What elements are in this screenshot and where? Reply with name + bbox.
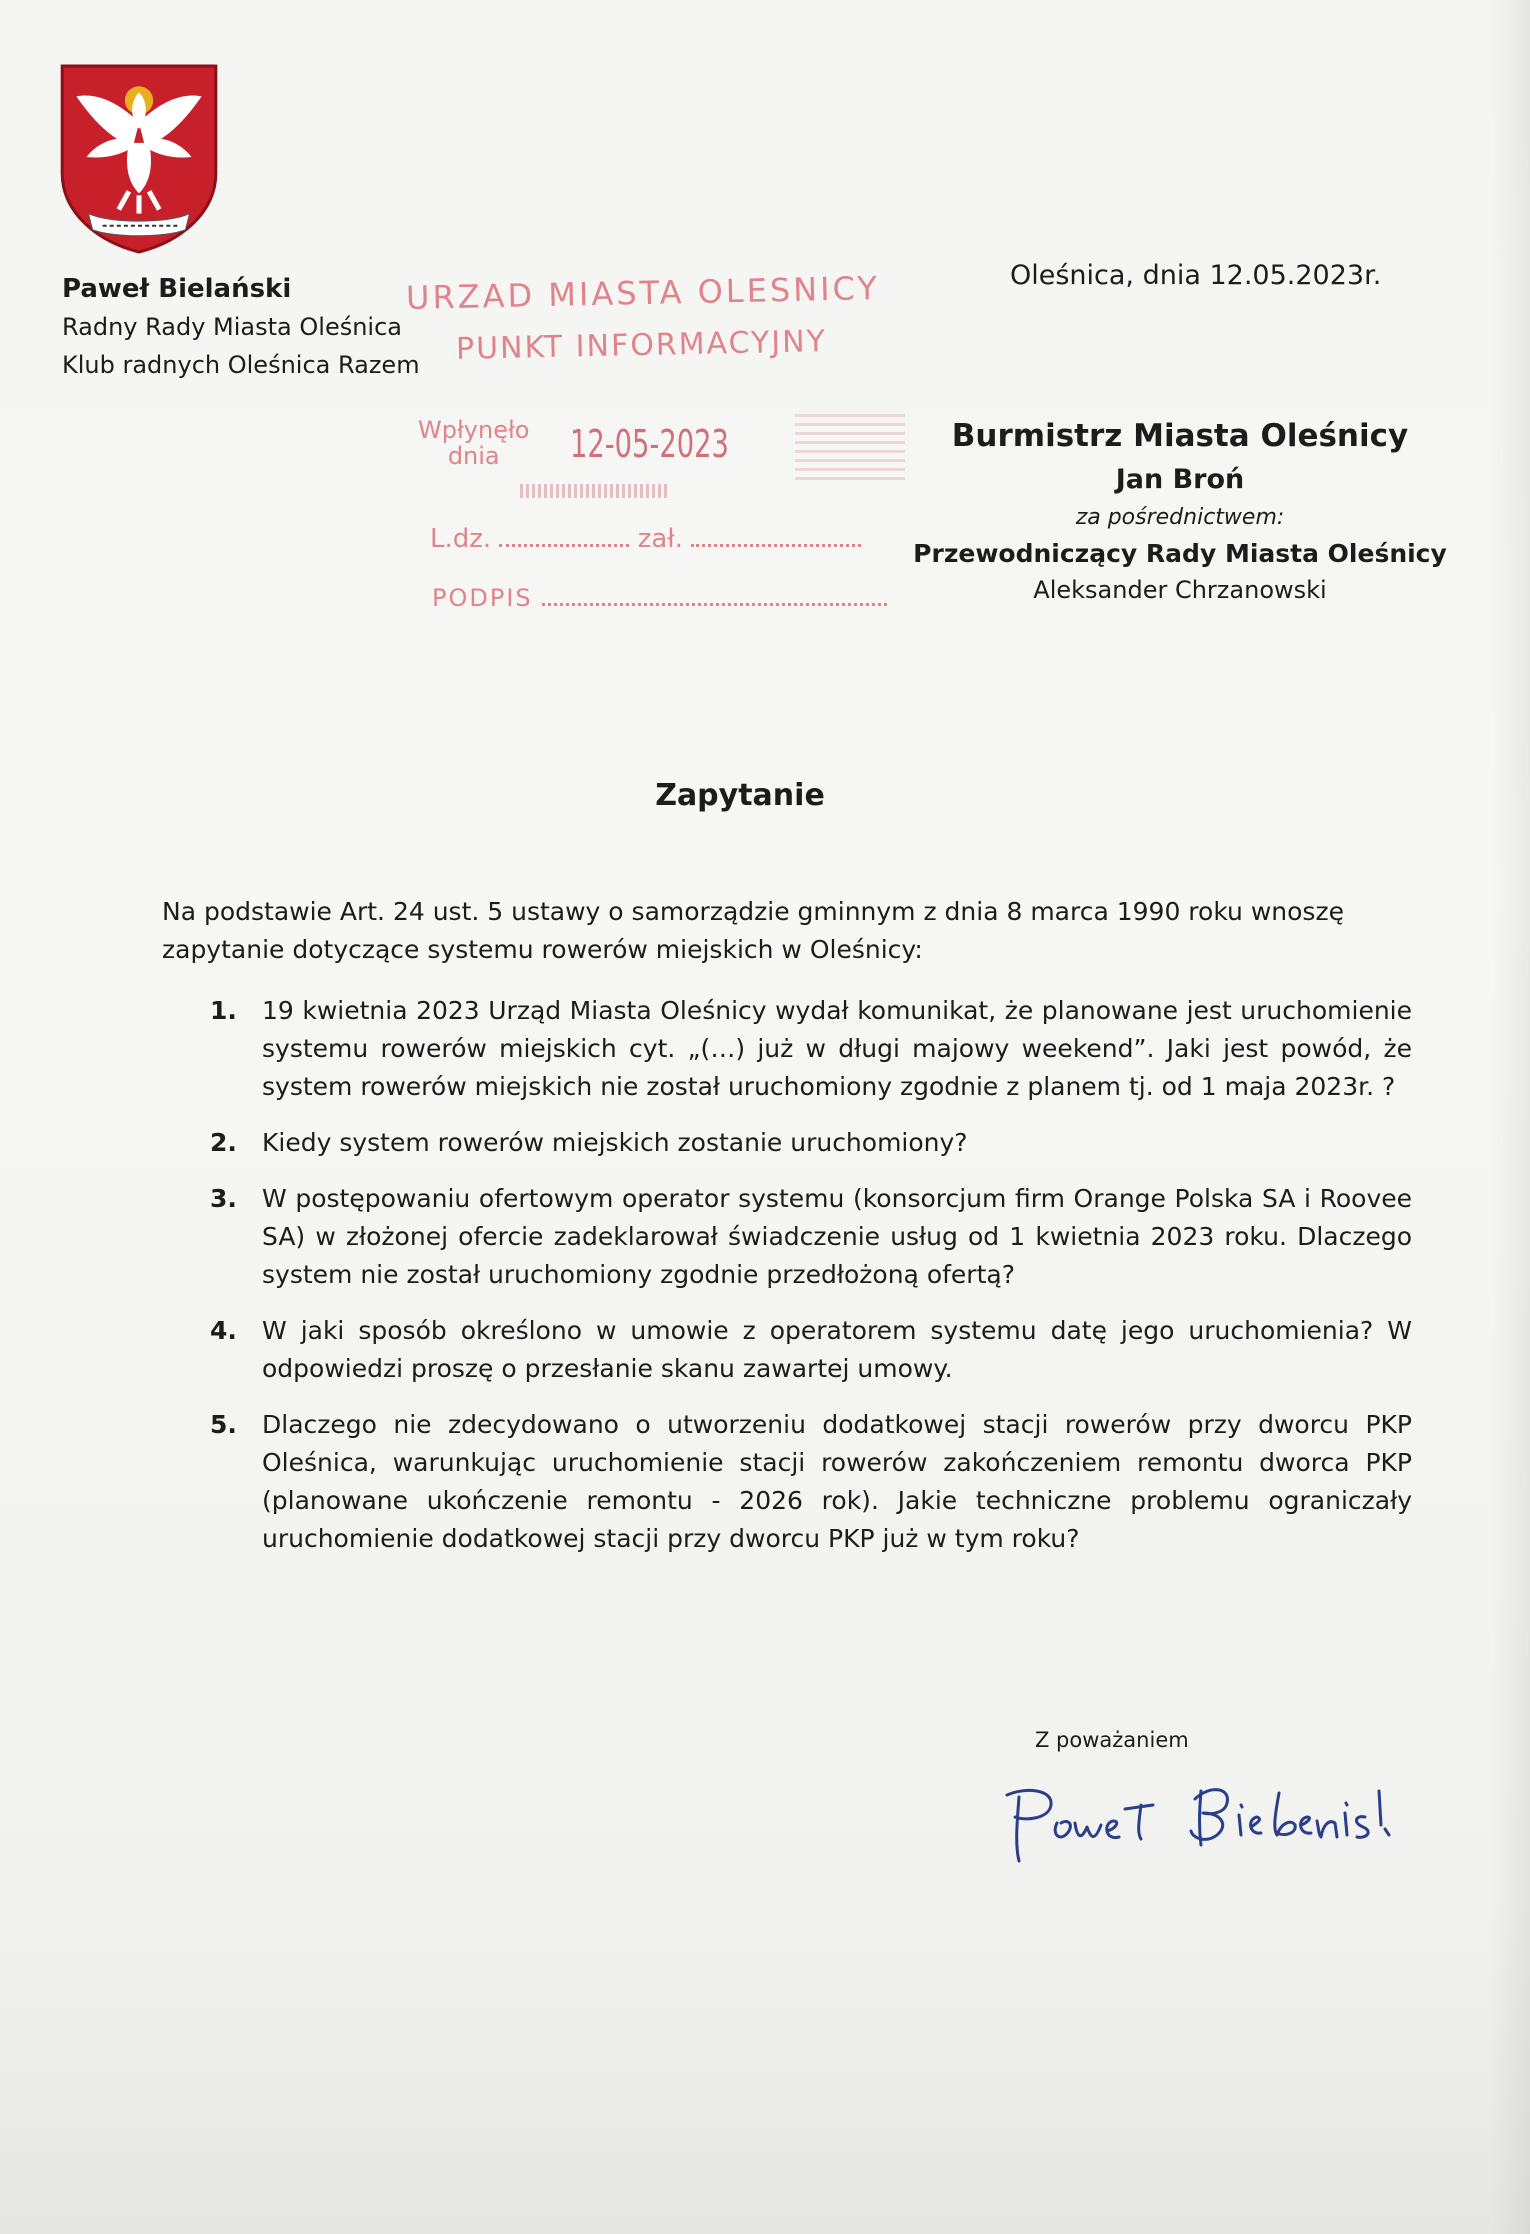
list-item: 4. W jaki sposób określono w umowie z operatorem systemu datę jego uruchomienia? W odpowiedzi proszę o przesłanie skanu zawartej umowy. — [210, 1316, 1412, 1383]
handwritten-signature — [995, 1765, 1415, 1875]
city-coat-of-arms-icon — [58, 62, 220, 254]
stamp-office-name: URZAD MIASTA OLESNICY — [405, 269, 881, 317]
addressee-block — [880, 412, 1480, 608]
sender-name: Paweł Bielański — [62, 274, 292, 304]
document-title: Zapytanie — [655, 778, 825, 813]
stamp-office-point: PUNKT INFORMACYJNY — [455, 324, 828, 367]
addressee-title: Burmistrz Miasta Oleśnicy — [951, 418, 1409, 454]
sender-block — [62, 270, 420, 384]
received-stamp — [400, 262, 940, 632]
questions-list — [162, 992, 1412, 1576]
stamp-signature-line: PODPIS — [432, 584, 887, 612]
addressee-chairman-title: Przewodniczący Rady Miasta Oleśnicy — [913, 539, 1447, 568]
list-item: 1. 19 kwietnia 2023 Urząd Miasta Oleśnicy wydał komunikat, że planowane jest uruchomienie systemu rowerów miejskich cyt. „(…) już w długi majowy weekend”. Jaki jest powód, że system rowerów miejskich nie został uruchomiony zgodnie z planem tj. od 1 maja 2023r. ? — [210, 996, 1412, 1101]
stamp-date: 12-05-2023 — [570, 422, 729, 466]
sender-club: Klub radnych Oleśnica Razem — [62, 351, 420, 379]
addressee-via: za pośrednictwem: — [1075, 505, 1285, 530]
addressee-name: Jan Broń — [1115, 464, 1245, 495]
list-item: 3. W postępowaniu ofertowym operator systemu (konsorcjum firm Orange Polska SA i Roovee SA) w złożonej ofercie zadeklarował świadczenie usług od 1 kwietnia 2023 roku. Dlaczego system nie został uruchomiony zgodnie przedłożoną ofertą? — [210, 1184, 1412, 1289]
addressee-chairman-name: Aleksander Chrzanowski — [1033, 576, 1327, 604]
intro-paragraph: Na podstawie Art. 24 ust. 5 ustawy o samorządzie gminnym z dnia 8 marca 1990 roku wnoszę zapytanie dotyczące systemu rowerów miejskich w Oleśnicy: — [162, 897, 1344, 964]
place-date: Oleśnica, dnia 12.05.2023r. — [1010, 260, 1382, 291]
closing-phrase: Z poważaniem — [1035, 1728, 1189, 1752]
sender-role: Radny Rady Miasta Oleśnica — [62, 313, 402, 341]
list-item: 2. Kiedy system rowerów miejskich zostanie uruchomiony? — [210, 1128, 968, 1157]
stamp-ldz: L.dz. zał. — [430, 524, 861, 554]
stamp-received-label: Wpłynęło dnia — [418, 416, 530, 470]
list-item: 5. Dlaczego nie zdecydowano o utworzeniu dodatkowej stacji rowerów przy dworcu PKP Oleśnica, warunkując uruchomienie stacji rowerów zakończeniem remontu dworca PKP (planowane ukończenie remontu - 2026 rok). Jakie techniczne problemu ograniczały uruchomienie dodatkowej stacji przy dworcu PKP już w tym roku? — [210, 1410, 1412, 1553]
